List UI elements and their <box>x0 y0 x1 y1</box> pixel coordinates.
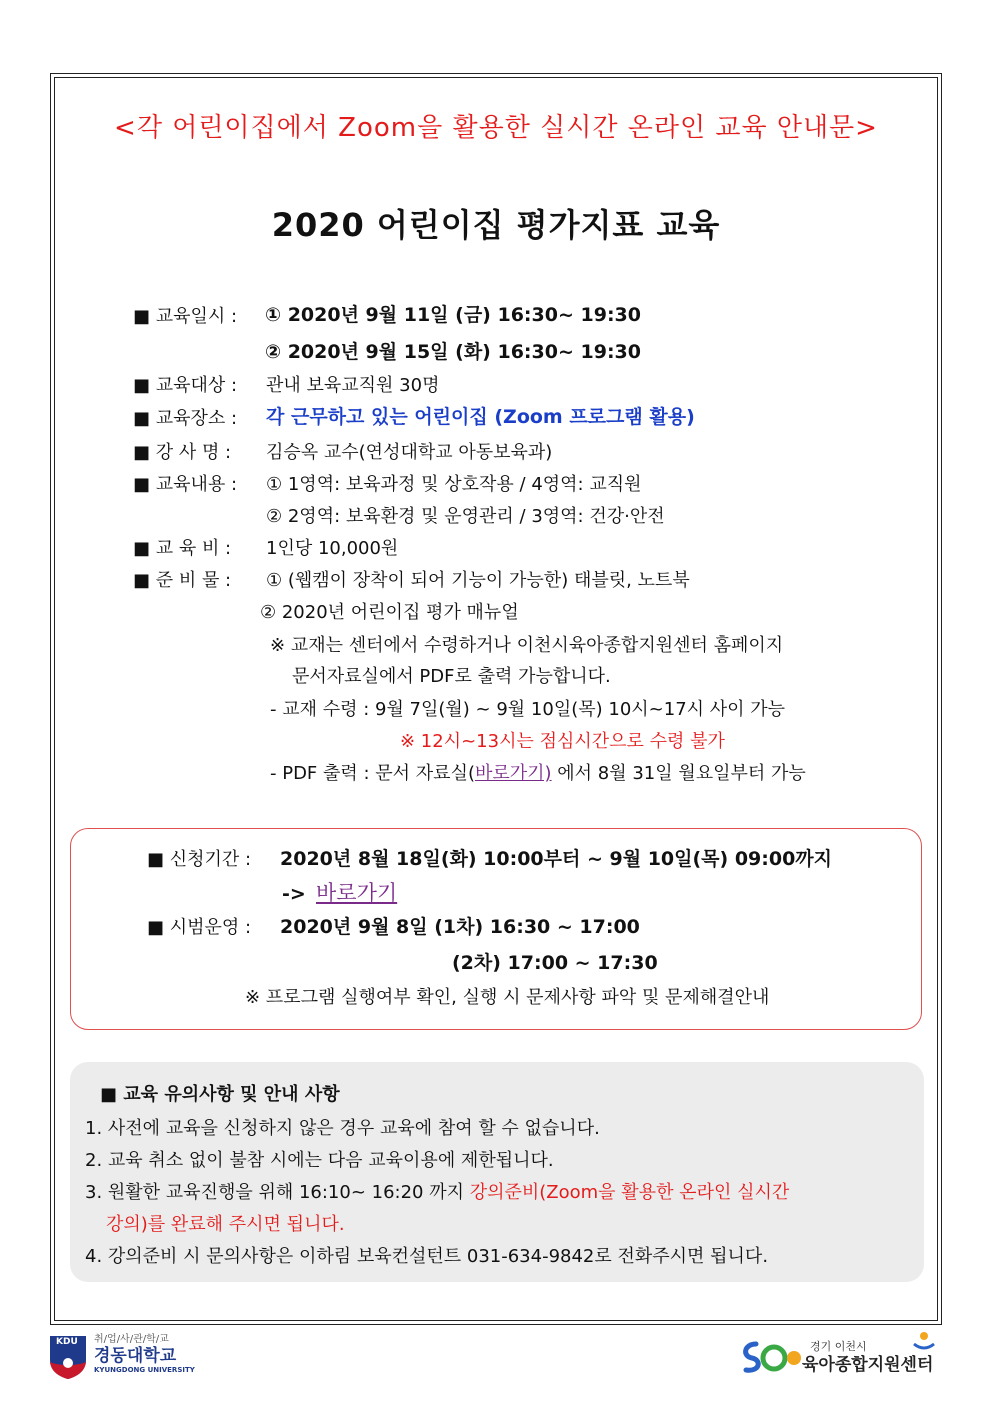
center-region: 경기 이천시 <box>810 1340 867 1353</box>
textbook-note-1: ※ 교재는 센터에서 수령하거나 이천시육아종합지원센터 홈페이지 <box>270 635 784 656</box>
fee-label: ■ 교 육 비 : <box>133 538 232 559</box>
center-emblem-icon <box>740 1338 802 1378</box>
fee-value: 1인당 10,000원 <box>266 538 399 559</box>
place-value: 각 근무하고 있는 어린이집 (Zoom 프로그램 활용) <box>266 406 695 428</box>
textbook-receive: - 교재 수령 : 9월 7일(월) ~ 9월 10일(목) 10시~17시 사이 가능 <box>270 699 786 720</box>
kdu-name: 경동대학교 <box>94 1346 177 1366</box>
prep-label: ■ 준 비 물 : <box>133 570 232 591</box>
page-title: <각 어린이집에서 Zoom을 활용한 실시간 온라인 교육 안내문> <box>114 113 878 143</box>
pdf-link[interactable]: 바로가기) <box>474 763 552 784</box>
trial-1: 2020년 9월 8일 (1차) 16:30 ~ 17:00 <box>280 916 640 938</box>
apply-link[interactable]: 바로가기 <box>316 881 398 905</box>
kdu-tagline: 취/업/사/관/학/교 <box>94 1334 169 1345</box>
textbook-note-2: 문서자료실에서 PDF로 출력 가능합니다. <box>292 666 611 687</box>
kdu-emblem-text: KDU <box>56 1337 78 1347</box>
content-1: ① 1영역: 보육과정 및 상호작용 / 4영역: 교직원 <box>266 474 642 495</box>
center-logo <box>740 1330 945 1382</box>
notice-item-4: 4. 강의준비 시 문의사항은 이하림 보육컨설턴트 031-634-9842로 전화주시면 됩니다. <box>85 1246 769 1267</box>
kdu-name-en: KYUNGDONG UNIVERSITY <box>94 1366 195 1374</box>
date-label: ■ 교육일시 : <box>133 306 238 327</box>
center-figure-icon <box>912 1330 936 1352</box>
target-value: 관내 보육교직원 30명 <box>266 375 440 396</box>
trial-label: ■ 시범운영 : <box>147 917 252 938</box>
target-label: ■ 교육대상 : <box>133 375 238 396</box>
lunch-note: ※ 12시~13시는 점심시간으로 수령 불가 <box>400 731 725 752</box>
notice-heading: ■ 교육 유의사항 및 안내 사항 <box>100 1084 340 1105</box>
prep-2: ② 2020년 어린이집 평가 매뉴얼 <box>260 602 519 623</box>
kdu-logo <box>48 1334 195 1382</box>
period-label: ■ 신청기간 : <box>147 849 252 870</box>
lecturer-value: 김승옥 교수(연성대학교 아동보육과) <box>266 442 553 463</box>
content-label: ■ 교육내용 : <box>133 474 238 495</box>
lecturer-label: ■ 강 사 명 : <box>133 442 232 463</box>
prep-1: ① (웹캠이 장착이 되어 기능이 가능한) 태블릿, 노트북 <box>266 570 690 591</box>
notice-item-3-highlight: 강의준비(Zoom을 활용한 온라인 실시간 <box>469 1182 790 1203</box>
page-subtitle: 2020 어린이집 평가지표 교육 <box>271 206 721 244</box>
notice-item-3 <box>85 1181 789 1205</box>
date-1: ① 2020년 9월 11일 (금) 16:30~ 19:30 <box>265 304 641 326</box>
pdf-line <box>270 762 806 786</box>
notice-item-3-prefix: 3. 원활한 교육진행을 위해 16:10~ 16:20 까지 <box>85 1182 470 1203</box>
notice-item-3-cont: 강의)를 완료해 주시면 됩니다. <box>106 1214 345 1235</box>
notice-item-2: 2. 교육 취소 없이 불참 시에는 다음 교육이용에 제한됩니다. <box>85 1150 554 1171</box>
trial-note: ※ 프로그램 실행여부 확인, 실행 시 문제사항 파악 및 문제해결안내 <box>245 987 770 1008</box>
trial-2: (2차) 17:00 ~ 17:30 <box>452 952 658 974</box>
content-2: ② 2영역: 보육환경 및 운영관리 / 3영역: 건강·안전 <box>266 506 665 527</box>
pdf-prefix: - PDF 출력 : 문서 자료실( <box>270 763 475 784</box>
place-label: ■ 교육장소 : <box>133 408 238 429</box>
notice-item-1: 1. 사전에 교육을 신청하지 않은 경우 교육에 참여 할 수 없습니다. <box>85 1118 600 1139</box>
arrow: -> <box>282 883 306 905</box>
center-name: 육아종합지원센터 <box>802 1355 934 1375</box>
date-2: ② 2020년 9월 15일 (화) 16:30~ 19:30 <box>265 341 641 363</box>
period-value: 2020년 8월 18일(화) 10:00부터 ~ 9월 10일(목) 09:00까지 <box>280 848 833 870</box>
pdf-suffix: 에서 8월 31일 월요일부터 가능 <box>551 763 806 784</box>
